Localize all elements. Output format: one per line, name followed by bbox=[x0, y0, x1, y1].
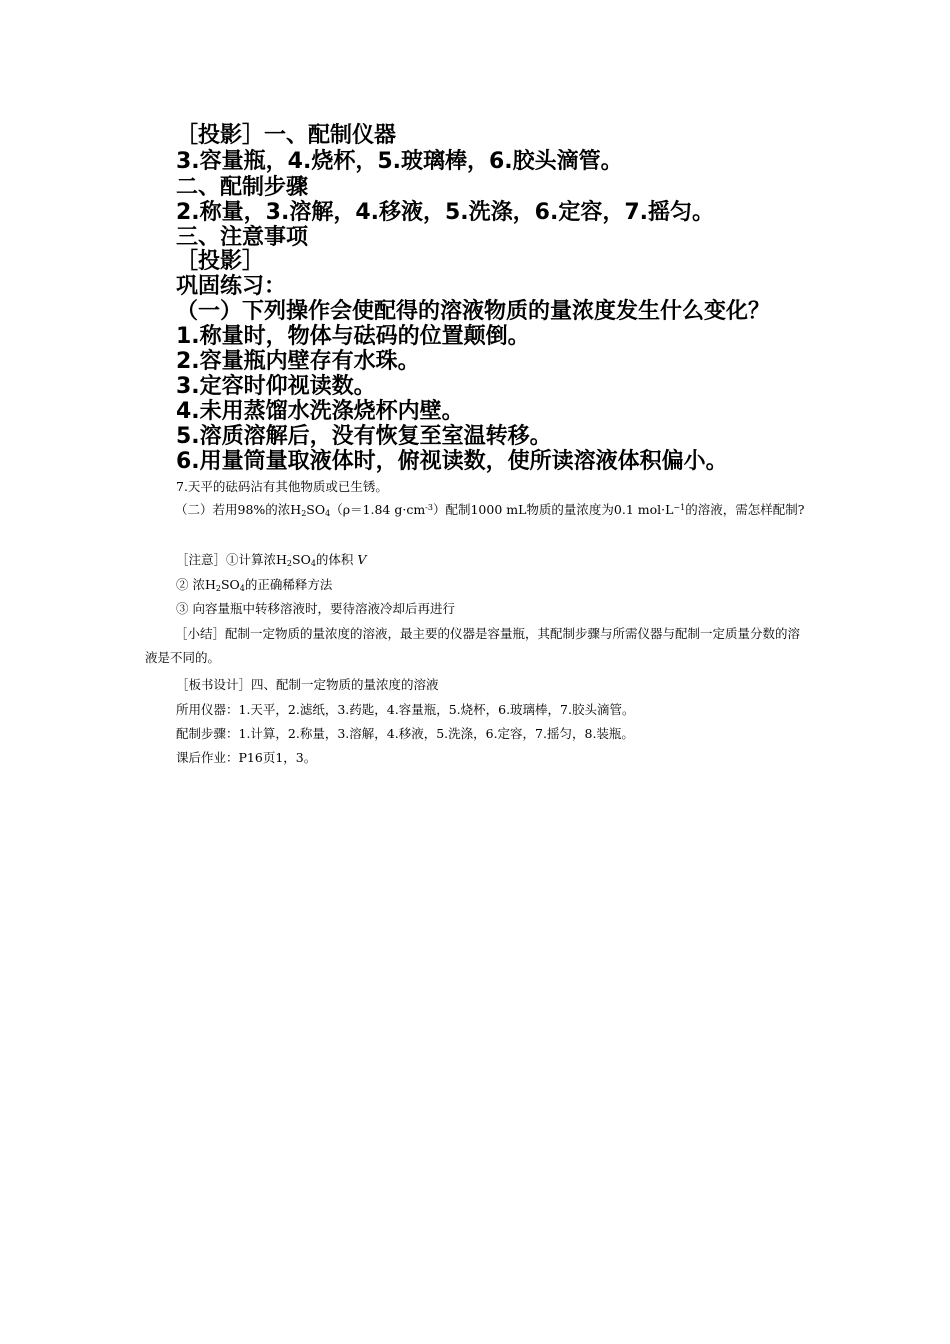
board-design: ［板书设计］四、配制一定物质的量浓度的溶液 bbox=[176, 677, 439, 692]
item-6: 6.用量筒量取液体时，俯视读数，使所读溶液体积偏小。 bbox=[176, 449, 728, 474]
note-1: ［注意］①计算浓$H_2SO_4$的体积 V bbox=[176, 552, 367, 568]
item-4: 4.未用蒸馏水洗涤烧杯内壁。 bbox=[176, 399, 464, 424]
projection-label: ［投影］ bbox=[176, 249, 265, 274]
heading-notes: 三、注意事项 bbox=[176, 225, 309, 250]
item-7: 7.天平的砝码沾有其他物质或已生锈。 bbox=[176, 479, 388, 494]
summary: ［小结］配制一定物质的量浓度的溶液，最主要的仪器是容量瓶，其配制步骤与所需仪器与配制一定质量分数的溶液是不同的。 bbox=[145, 626, 801, 665]
item-1: 1.称量时，物体与砝码的位置颠倒。 bbox=[176, 324, 530, 349]
note-2: ② 浓$H_2SO_4$的正确稀释方法 bbox=[176, 577, 333, 593]
question-two: （二）若用98%的浓$H_2SO_4(\rho=1.84$ $g\cdot cm^{-3}$）配制1000 mL物质的量浓度为0.1 $mol\cdot L^{-1}$的溶液，需怎样配制? bbox=[175, 502, 805, 518]
item-3: 3.定容时仰视读数。 bbox=[176, 374, 376, 399]
homework: 课后作业：P16页1，3。 bbox=[176, 750, 317, 765]
instrument-list: 3.容量瓶，4.烧杯，5.玻璃棒，6.胶头滴管。 bbox=[176, 149, 623, 174]
step-list: 2.称量，3.溶解，4.移液，5.洗涤，6.定容，7.摇匀。 bbox=[176, 200, 714, 225]
heading-steps: 二、配制步骤 bbox=[176, 175, 309, 200]
item-5: 5.溶质溶解后，没有恢复至室温转移。 bbox=[176, 424, 552, 449]
preparation-steps: 配制步骤：1.计算，2.称量，3.溶解，4.移液，5.洗涤，6.定容，7.摇匀，8.装瓶。 bbox=[176, 726, 634, 741]
instruments-used: 所用仪器：1.天平，2.滤纸，3.药匙，4.容量瓶，5.烧杯，6.玻璃棒，7.胶头滴管。 bbox=[176, 702, 635, 717]
question-one: （一）下列操作会使配得的溶液物质的量浓度发生什么变化？ bbox=[176, 299, 771, 324]
heading-projection-instruments: ［投影］一、配制仪器 bbox=[176, 123, 397, 148]
note-3: ③ 向容量瓶中转移溶液时，要待溶液冷却后再进行 bbox=[176, 601, 455, 616]
item-2: 2.容量瓶内壁存有水珠。 bbox=[176, 349, 420, 374]
practice-heading: 巩固练习： bbox=[176, 274, 287, 299]
